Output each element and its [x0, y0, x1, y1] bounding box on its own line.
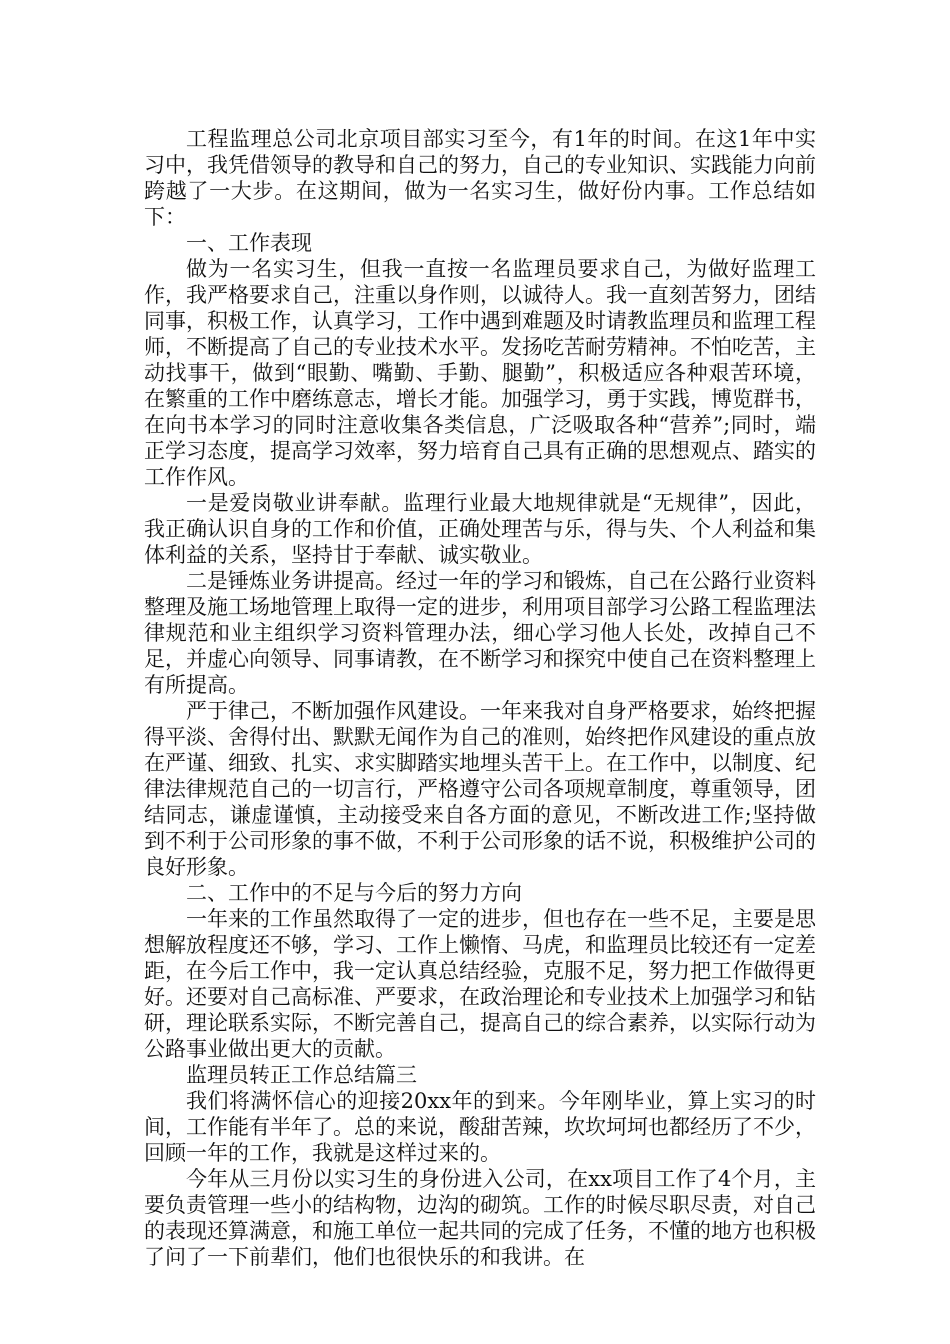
- paragraph-new-year: 我们将满怀信心的迎接20xx年的到来。今年刚毕业，算上实习的时间，工作能有半年了。总的来说，酸甜苦辣，坎坎坷坷也都经历了不少，回顾一年的工作，我就是这样过来的。: [144, 1089, 816, 1165]
- paragraph-self-discipline: 严于律己，不断加强作风建设。一年来我对自身严格要求，始终把握得平淡、舍得付出、默默无闻作为自己的准则，始终把作风建设的重点放在严谨、细致、扎实、求实脚踏实地埋头苦干上。在工作中，以制度、纪律法律规范自己的一切言行，严格遵守公司各项规章制度，尊重领导，团结同志，谦虚谨慎，主动接受来自各方面的意见，不断改进工作;坚持做到不利于公司形象的事不做，不利于公司形象的话不说，积极维护公司的良好形象。: [144, 699, 816, 879]
- paragraph-intro: 工程监理总公司北京项目部实习至今，有1年的时间。在这1年中实习中，我凭借领导的教导和自己的努力，自己的专业知识、实践能力向前跨越了一大步。在这期间，做为一名实习生，做好份内事。工作总结如下：: [144, 127, 816, 229]
- paragraph-dedication: 一是爱岗敬业讲奉献。监理行业最大地规律就是“无规律”，因此，我正确认识自身的工作和价值，正确处理苦与乐，得与失、个人利益和集体利益的关系，坚持甘于奉献、诚实敬业。: [144, 491, 816, 567]
- heading-part-three: 监理员转正工作总结篇三: [186, 1063, 417, 1087]
- paragraph-internship: 今年从三月份以实习生的身份进入公司，在xx项目工作了4个月，主要负责管理一些小的结构物，边沟的砌筑。工作的时候尽职尽责，对自己的表现还算满意，和施工单位一起共同的完成了任务，不懂的地方也积极了问了一下前辈们，他们也很快乐的和我讲。在: [144, 1167, 816, 1269]
- paragraph-shortcomings: 一年来的工作虽然取得了一定的进步，但也存在一些不足，主要是思想解放程度还不够，学习、工作上懒惰、马虎，和监理员比较还有一定差距，在今后工作中，我一定认真总结经验，克服不足，努力把工作做得更好。还要对自己高标准、严要求，在政治理论和专业技术上加强学习和钻研，理论联系实际，不断完善自己，提高自己的综合素养，以实际行动为公路事业做出更大的贡献。: [144, 907, 816, 1061]
- heading-shortcomings: 二、工作中的不足与今后的努力方向: [186, 881, 522, 905]
- heading-work-performance: 一、工作表现: [186, 231, 312, 255]
- document-body: [144, 126, 816, 1270]
- paragraph-performance: 做为一名实习生，但我一直按一名监理员要求自己，为做好监理工作，我严格要求自己，注重以身作则，以诚待人。我一直刻苦努力，团结同事，积极工作，认真学习，工作中遇到难题及时请教监理员和监理工程师，不断提高了自己的专业技术水平。发扬吃苦耐劳精神。不怕吃苦，主动找事干，做到“眼勤、嘴勤、手勤、腿勤”，积极适应各种艰苦环境，在繁重的工作中磨练意志，增长才能。加强学习，勇于实践，博览群书，在向书本学习的同时注意收集各类信息，广泛吸取各种“营养”;同时，端正学习态度，提高学习效率，努力培育自己具有正确的思想观点、踏实的工作作风。: [144, 257, 816, 489]
- paragraph-skills: 二是锤炼业务讲提高。经过一年的学习和锻炼，自己在公路行业资料整理及施工场地管理上取得一定的进步，利用项目部学习公路工程监理法律规范和业主组织学习资料管理办法，细心学习他人长处，改掉自己不足，并虚心向领导、同事请教，在不断学习和探究中使自己在资料整理上有所提高。: [144, 569, 816, 697]
